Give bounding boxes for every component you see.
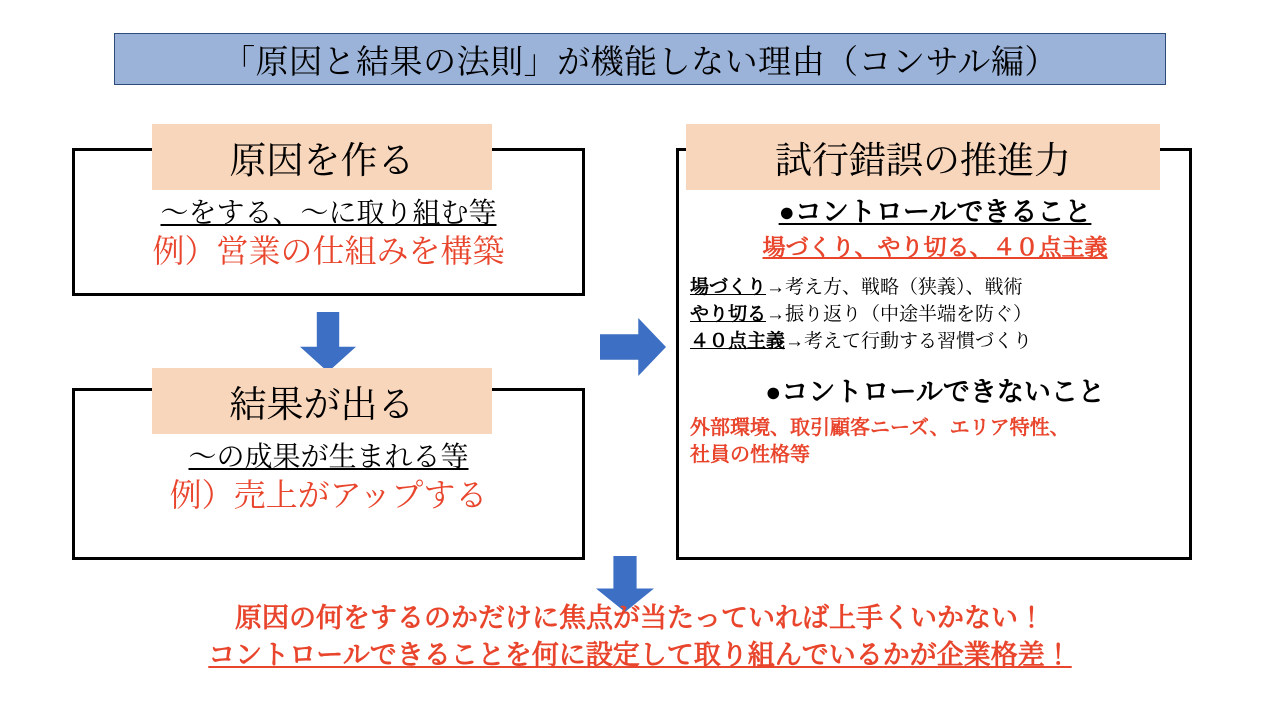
result-line-1: 〜の成果が生まれる等 [188, 442, 469, 473]
cause-line-1: 〜をする、〜に取り組む等 [160, 198, 497, 229]
down-arrow-icon-cause-to-result [300, 312, 356, 372]
cause-text-group [72, 196, 585, 273]
controllable-summary: 場づくり、やり切る、４０点主義 [762, 235, 1108, 261]
uncontrollable-heading: ●コントロールできないこと [765, 377, 1105, 408]
result-header-chip [152, 368, 492, 434]
result-header-label: 結果が出る [229, 385, 415, 426]
conclusion-block [0, 600, 1280, 675]
controllable-detail-body-3: →考えて行動する習慣づくり [785, 331, 1033, 353]
controllable-detail-term-1: 場づくり [690, 277, 767, 299]
controllable-detail-list [682, 275, 1188, 356]
controllable-detail-term-2: やり切る [690, 304, 767, 326]
page-title: 「原因と結果の法則」が機能しない理由（コンサル編） [222, 44, 1058, 81]
conclusion-line-2: コントロールできることを何に設定して取り組んでいるかが企業格差！ [208, 640, 1072, 671]
controllable-detail-item-3 [682, 329, 1188, 356]
right-arrow-icon-left-to-right [600, 318, 666, 376]
uncontrollable-items-line-1: 外部環境、取引顧客ニーズ、エリア特性、 [690, 416, 1070, 439]
controllable-detail-item-2 [682, 302, 1188, 329]
controllable-detail-term-3: ４０点主義 [690, 331, 786, 353]
driving-force-header-label: 試行錯誤の推進力 [775, 141, 1071, 182]
result-text-group [72, 440, 585, 517]
cause-line-2: 例）営業の仕組みを構築 [152, 233, 505, 269]
controllable-detail-body-1: →考え方、戦略（狭義）、戦術 [766, 277, 1023, 299]
uncontrollable-items-line-2: 社員の性格等 [690, 443, 810, 466]
driving-force-header-chip [686, 124, 1160, 190]
conclusion-line-1: 原因の何をするのかだけに焦点が当たっていれば上手くいかない！ [235, 603, 1045, 633]
slide-title-bar [114, 33, 1166, 85]
cause-header-chip [152, 124, 492, 190]
driving-force-content [682, 196, 1188, 469]
cause-header-label: 原因を作る [229, 141, 415, 182]
controllable-detail-item-1 [682, 275, 1188, 302]
controllable-heading: ●コントロールできること [778, 197, 1092, 227]
controllable-detail-body-2: →振り返り（中途半端を防ぐ） [766, 304, 1033, 326]
result-line-2: 例）売上がアップする [169, 477, 488, 513]
